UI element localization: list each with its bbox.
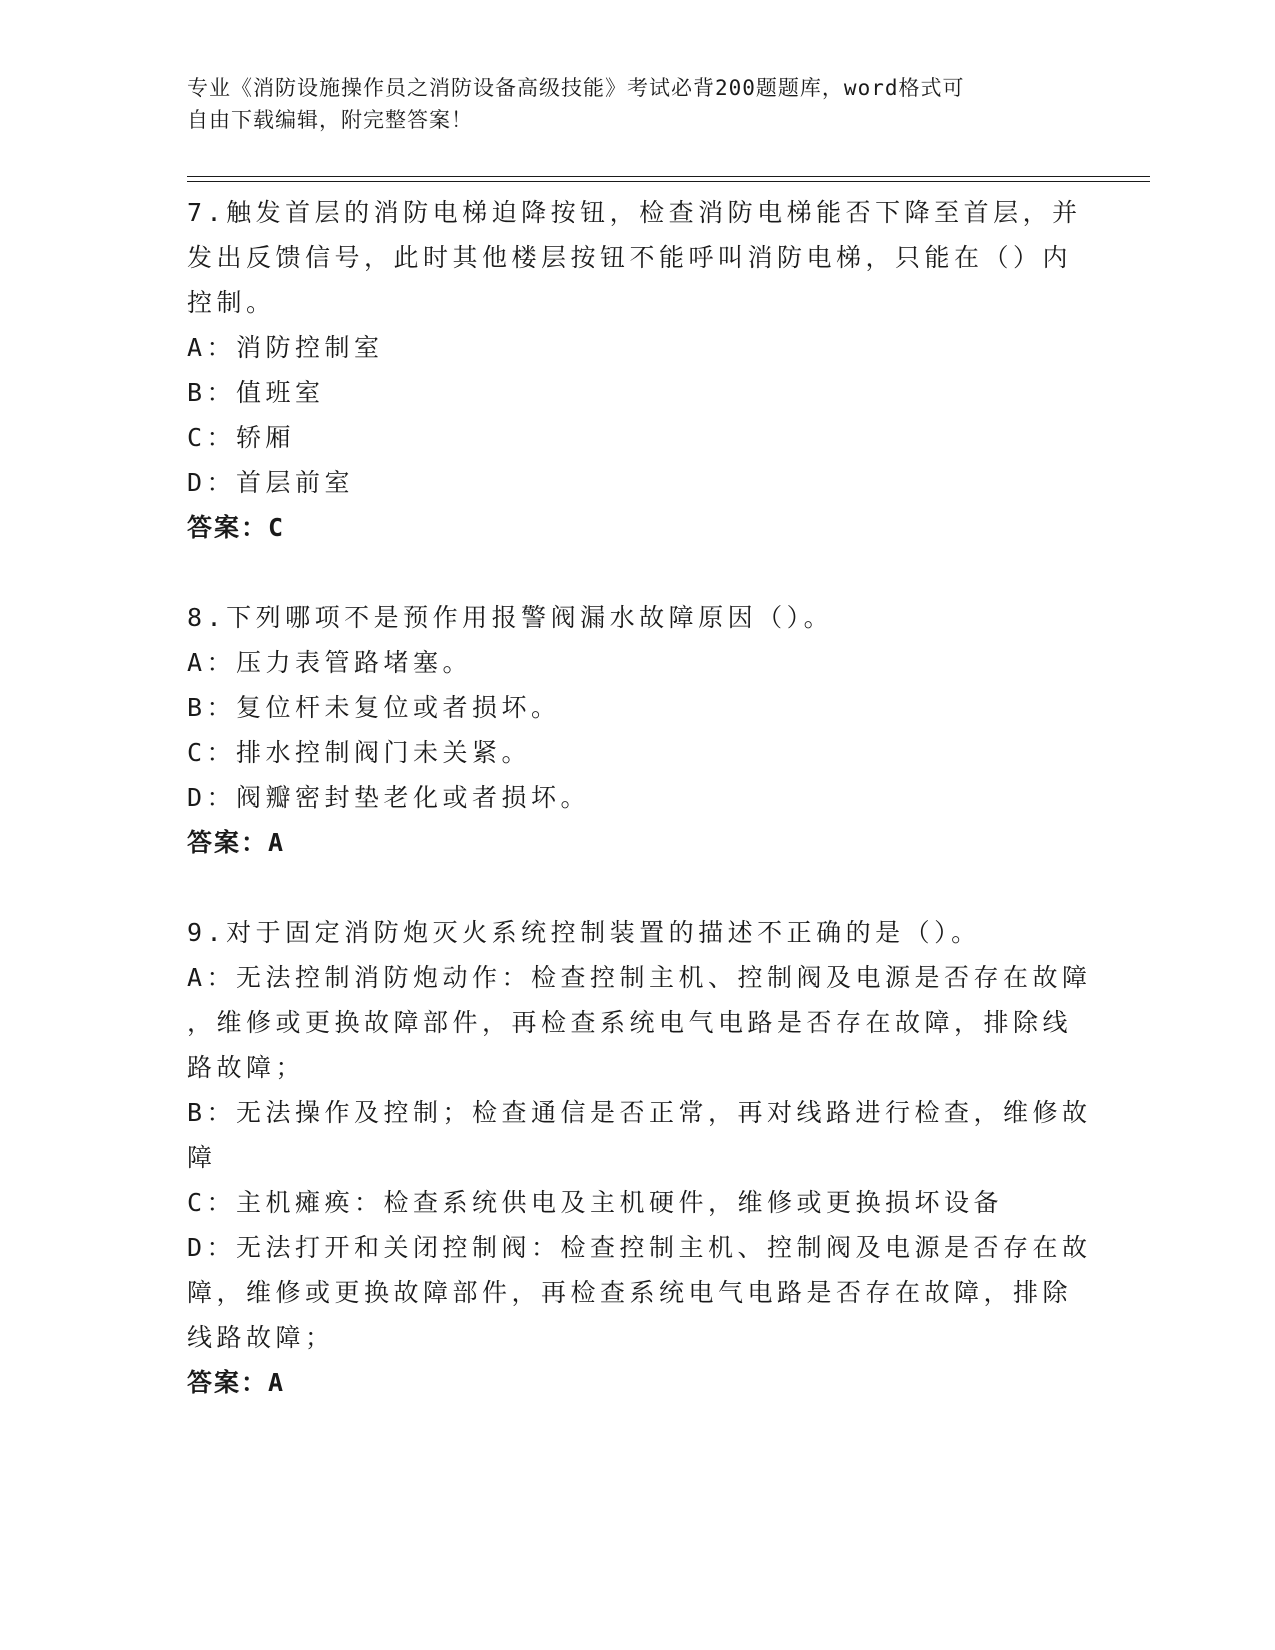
question-block (187, 190, 1087, 550)
answer-label: 答案：A (187, 1368, 286, 1397)
option-d: D：无法打开和关闭控制阀：检查控制主机、控制阀及电源是否存在故 (187, 1233, 1092, 1262)
option-b: B：无法操作及控制；检查通信是否正常，再对线路进行检查，维修故 (187, 1098, 1092, 1127)
option-b-cont: 障 (187, 1143, 217, 1172)
option-a: A：无法控制消防炮动作：检查控制主机、控制阀及电源是否存在故障 (187, 963, 1092, 992)
question-stem: 8.下列哪项不是预作用报警阀漏水故障原因（）。 (187, 603, 834, 632)
question-stem: 9.对于固定消防炮灭火系统控制装置的描述不正确的是（）。 (187, 918, 981, 947)
option-c: C：排水控制阀门未关紧。 (187, 738, 532, 767)
option-d-cont: 线路故障； (187, 1323, 335, 1352)
option-a: A：消防控制室 (187, 333, 384, 362)
question-list (187, 190, 1092, 1405)
option-a: A：压力表管路堵塞。 (187, 648, 473, 677)
header-divider (187, 181, 1150, 182)
option-b: B：值班室 (187, 378, 325, 407)
answer-label: 答案：C (187, 513, 286, 542)
option-d: D：首层前室 (187, 468, 355, 497)
question-stem: 7.触发首层的消防电梯迫降按钮，检查消防电梯能否下降至首层，并 (187, 198, 1082, 227)
question-block (187, 910, 1092, 1405)
option-c: C：轿厢 (187, 423, 296, 452)
spacer (187, 550, 1087, 595)
option-b: B：复位杆未复位或者损坏。 (187, 693, 561, 722)
header-line: 自由下载编辑，附完整答案！ (187, 108, 473, 132)
option-c: C：主机瘫痪：检查系统供电及主机硬件，维修或更换损坏设备 (187, 1188, 1004, 1217)
document-header (187, 72, 1067, 136)
option-a-cont: 路故障； (187, 1053, 306, 1082)
spacer (187, 865, 1087, 910)
question-stem: 发出反馈信号，此时其他楼层按钮不能呼叫消防电梯，只能在（）内 (187, 243, 1073, 272)
option-d-cont: 障，维修或更换故障部件，再检查系统电气电路是否存在故障，排除 (187, 1278, 1073, 1307)
header-line: 专业《消防设施操作员之消防设备高级技能》考试必背200题题库，word格式可 (187, 76, 965, 100)
header-divider (187, 176, 1150, 177)
question-block (187, 595, 1087, 865)
option-a-cont: ，维修或更换故障部件，再检查系统电气电路是否存在故障，排除线 (187, 1008, 1073, 1037)
answer-label: 答案：A (187, 828, 286, 857)
option-d: D：阀瓣密封垫老化或者损坏。 (187, 783, 591, 812)
question-stem: 控制。 (187, 288, 276, 317)
